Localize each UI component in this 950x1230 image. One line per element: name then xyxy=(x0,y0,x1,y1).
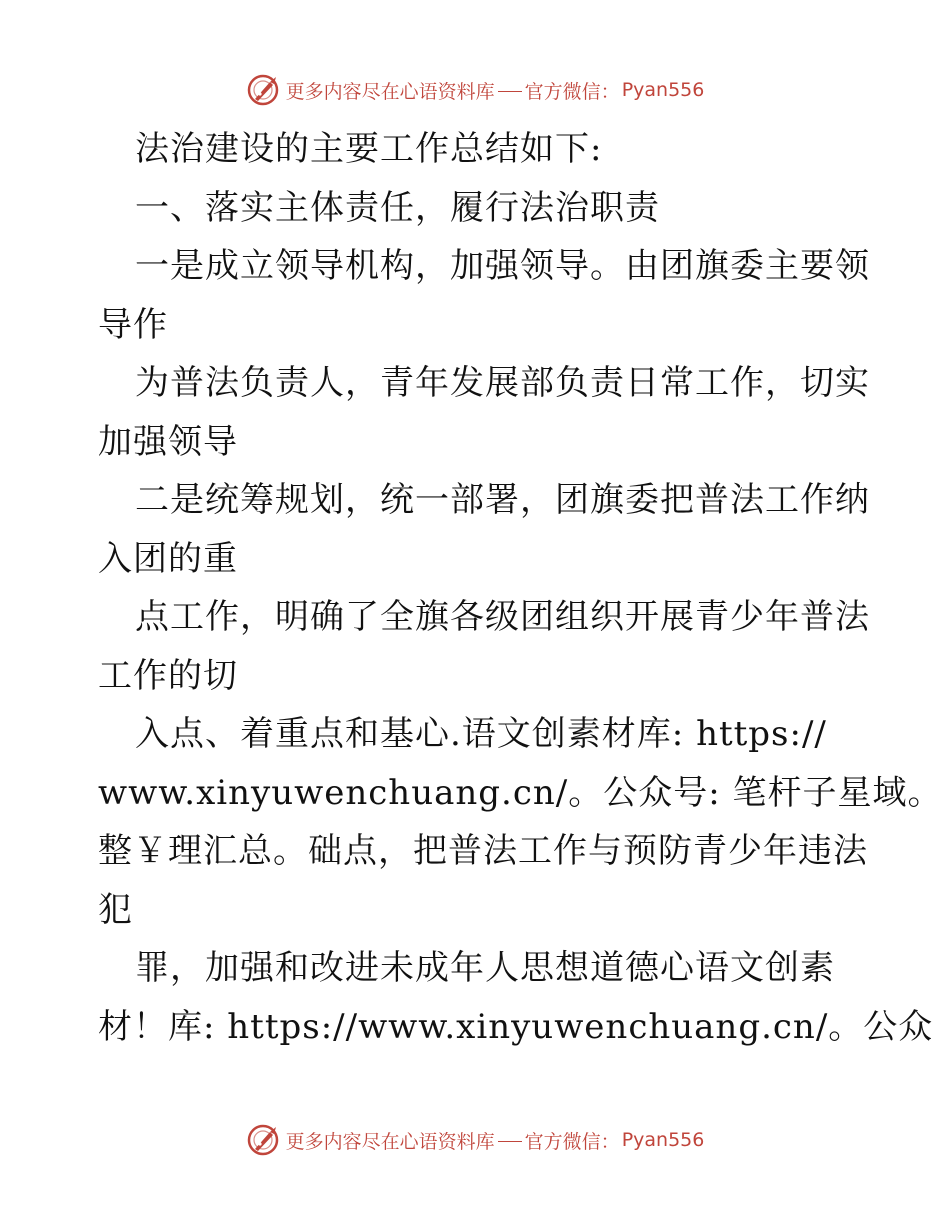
text-line: 犯 xyxy=(98,889,133,930)
banner-official-label: 官方微信： xyxy=(524,80,620,103)
text-line: 材！库: https://www.xinyuwenchuang.cn/。公众 xyxy=(98,1006,934,1047)
text-line: 导作 xyxy=(98,304,168,345)
text-line: 二是统筹规划，统一部署，团旗委把普法工作纳 xyxy=(135,480,870,520)
banner-dash xyxy=(498,1141,522,1142)
text-line: 点工作，明确了全旗各级团组织开展青少年普法 xyxy=(135,597,870,637)
text-line: 整￥理汇总。础点，把普法工作与预防青少年违法 xyxy=(98,831,868,871)
banner-wechat-handle: Pyan556 xyxy=(621,1129,705,1151)
banner-site-text: 更多内容尽在心语资料库 xyxy=(285,80,495,103)
text-line: 罪，加强和改进未成年人思想道德心语文创素 xyxy=(135,948,835,988)
quill-pen-logo-icon xyxy=(246,1123,280,1157)
text-line: 入团的重 xyxy=(98,538,238,579)
text-line: 加强领导 xyxy=(98,421,238,462)
text-line: 一是成立领导机构，加强领导。由团旗委主要领 xyxy=(135,246,870,286)
banner-site-text: 更多内容尽在心语资料库 xyxy=(285,1130,495,1153)
banner-dash xyxy=(498,91,522,92)
document-body xyxy=(98,120,943,1056)
header-watermark-banner xyxy=(0,70,950,110)
footer-watermark-banner xyxy=(0,1120,950,1160)
banner-official-label: 官方微信： xyxy=(524,1130,620,1153)
text-line: 工作的切 xyxy=(98,655,238,696)
banner-wechat-handle: Pyan556 xyxy=(621,79,705,101)
text-line: www.xinyuwenchuang.cn/。公众号: 笔杆子星域。 xyxy=(98,772,943,813)
text-line: 为普法负责人，青年发展部负责日常工作，切实 xyxy=(135,363,870,403)
text-line: 法治建设的主要工作总结如下: xyxy=(135,129,603,169)
text-line: 一、落实主体责任，履行法治职责 xyxy=(135,187,660,228)
quill-pen-logo-icon xyxy=(246,73,280,107)
text-line: 入点、着重点和基心.语文创素材库: https:// xyxy=(135,714,827,754)
